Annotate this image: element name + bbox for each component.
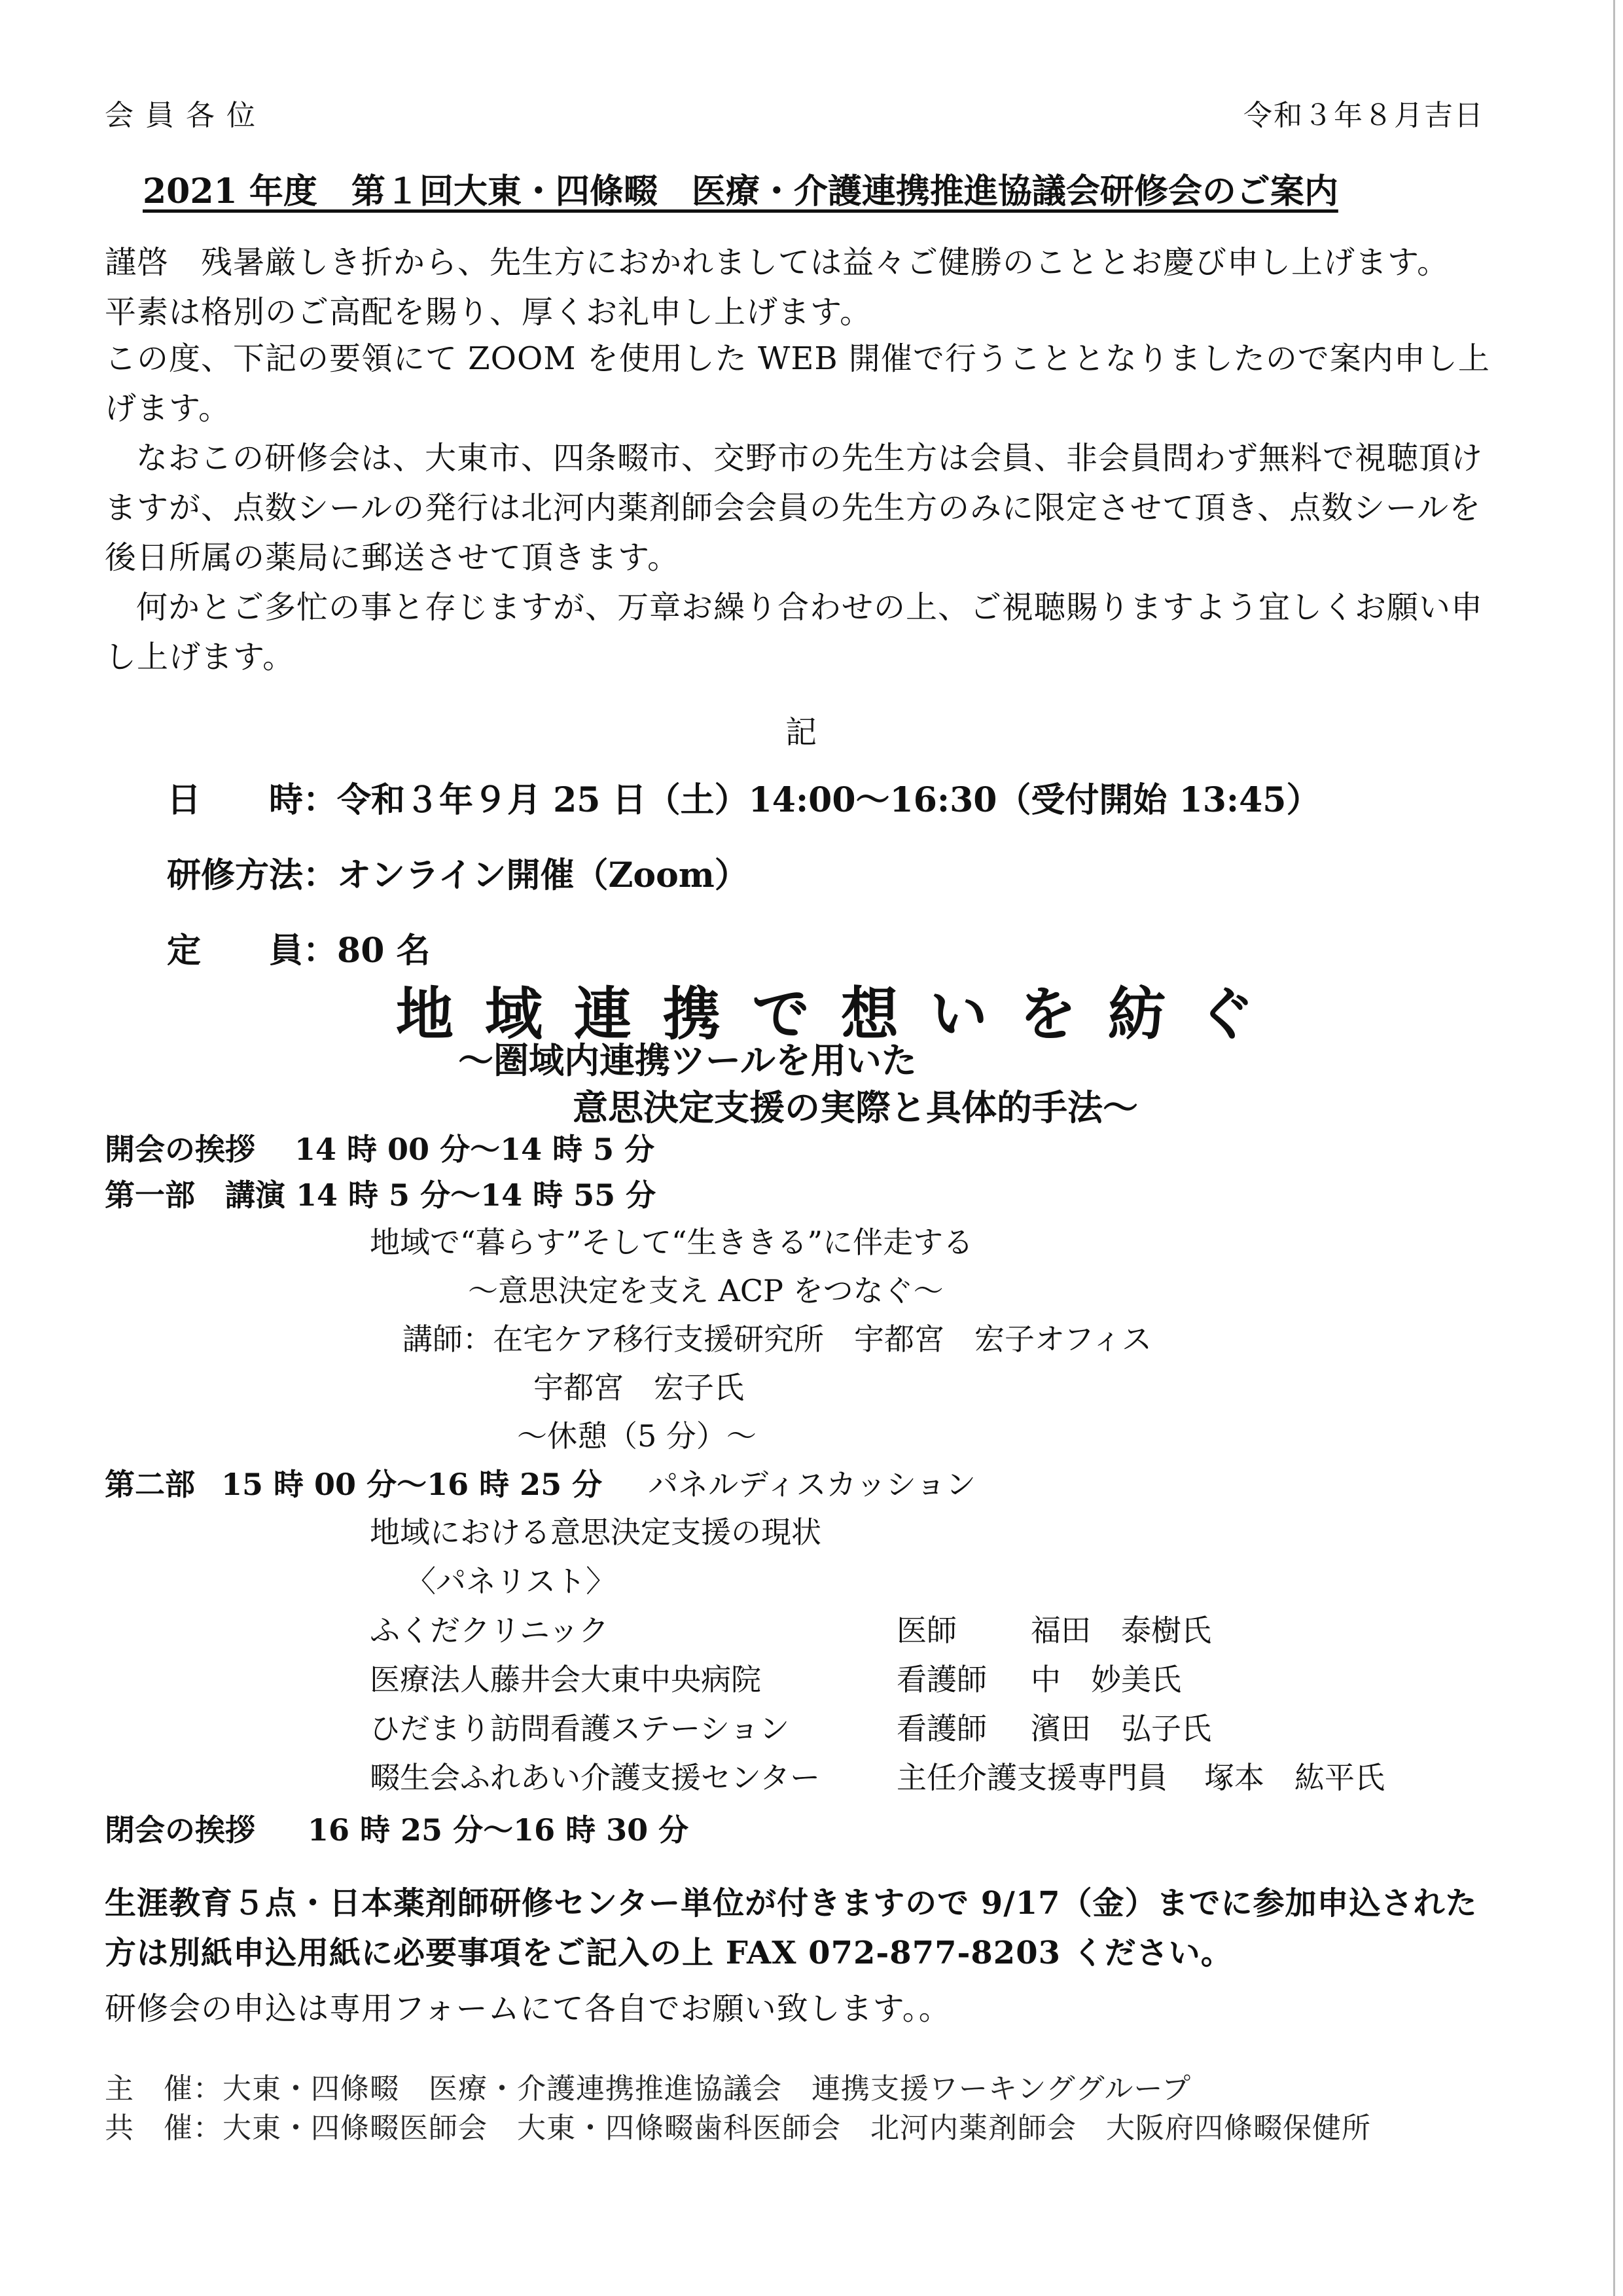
host-organizer: 主 催：大東・四條畷 医療・介護連携推進協議会 連携支援ワーキンググループ — [105, 2072, 1192, 2106]
theme-subtitle-1: ～圏域内連携ツールを用いた — [458, 1039, 917, 1081]
panelist-role: 医師 — [897, 1613, 957, 1648]
ki-marker: 記 — [785, 714, 818, 751]
scan-edge-line — [1613, 0, 1615, 2296]
thanks-line: 平素は格別のご高配を賜り、厚くお礼申し上げます。 — [105, 294, 872, 331]
fee-paragraph: なおこの研修会は、大東市、四条畷市、交野市の先生方は会員、非会員問わず無料で視聴頂けますが、点数シールの発行は北河内薬剤師会会員の先生方のみに限定させて頂き、点数シールを後日所属の薬局に郵送させて頂きます。 — [105, 440, 1484, 576]
capacity-row — [167, 923, 430, 972]
method-value: オンライン開催（Zoom） — [337, 855, 749, 895]
panelist-name: 濱田 弘子氏 — [1031, 1711, 1211, 1746]
part2-type: パネルディスカッション — [648, 1467, 976, 1502]
panelist-role: 看護師 — [897, 1711, 987, 1746]
closing-time: 16 時 25 分～16 時 30 分 — [308, 1812, 689, 1848]
datetime-row — [167, 772, 1320, 821]
lecture-subtitle: ～意思決定を支え ACP をつなぐ～ — [468, 1273, 944, 1308]
panelist-org: ひだまり訪問看護ステーション — [370, 1711, 790, 1746]
part2-title: 地域における意思決定支援の現状 — [370, 1515, 821, 1550]
application-note: 研修会の申込は専用フォームにて各自でお願い致します。。 — [105, 1990, 951, 2027]
panelist-role: 主任介護支援専門員 — [897, 1760, 1168, 1795]
panelist-org: 畷生会ふれあい介護支援センター — [370, 1760, 821, 1795]
panelist-name: 塚本 紘平氏 — [1204, 1760, 1385, 1795]
panelist-name: 福田 泰樹氏 — [1031, 1613, 1211, 1648]
theme-subtitle-2: 意思決定支援の実際と具体的手法～ — [573, 1086, 1138, 1128]
part1-row — [105, 1172, 656, 1215]
opening-time: 14 時 00 分～14 時 5 分 — [294, 1132, 655, 1167]
part2-row — [105, 1461, 976, 1504]
closing-row — [105, 1806, 688, 1850]
page-title: 2021 年度 第１回大東・四條畷 医療・介護連携推進協議会研修会のご案内 — [143, 171, 1338, 211]
credit-note: 生涯教育５点・日本薬剤師研修センター単位が付きますので 9/17（金）までに参加申込された方は別紙申込用紙に必要事項をご記入の上 FAX 072-877-8203 ください。 — [105, 1885, 1478, 1971]
theme-title: 地域連携で想いを紡ぐ — [396, 980, 1287, 1048]
capacity-value: 80 名 — [337, 931, 431, 971]
method-row — [167, 848, 749, 897]
opening-label: 開会の挨拶 — [105, 1132, 255, 1167]
cohost-organizers: 共 催：大東・四條畷医師会 大東・四條畷歯科医師会 北河内薬剤師会 大阪府四條畷保健所 — [105, 2111, 1371, 2145]
part2-label: 第二部 — [105, 1467, 195, 1502]
lecturer-name: 宇都宮 宏子氏 — [533, 1370, 744, 1405]
lecture-title: 地域で“暮らす”そして“生ききる”に伴走する — [370, 1225, 974, 1260]
panelist-org: 医療法人藤井会大東中央病院 — [370, 1662, 761, 1697]
closing-paragraph: 何かとご多忙の事と存じますが、万章お繰り合わせの上、ご視聴賜りますよう宜しくお願い申し上げます。 — [105, 589, 1484, 675]
opening-row — [105, 1126, 654, 1169]
part2-time: 15 時 00 分～16 時 25 分 — [221, 1467, 603, 1502]
datetime-label: 日 時： — [167, 780, 338, 820]
panelist-name: 中 妙美氏 — [1031, 1662, 1181, 1697]
announcement-paragraph: この度、下記の要領にて ZOOM を使用した WEB 開催で行うこととなりましたので案内申し上げます。 — [105, 340, 1490, 427]
capacity-label: 定 員： — [167, 931, 338, 971]
panelist-org: ふくだクリニック — [370, 1613, 609, 1648]
addressee: 会 員 各 位 — [105, 99, 257, 132]
greeting-line: 謹啓 残暑厳しき折から、先生方におかれましては益々ご健勝のこととお慶び申し上げます。 — [105, 244, 1450, 281]
lecturer-affiliation: 講師：在宅ケア移行支援研究所 宇都宮 宏子オフィス — [402, 1321, 1152, 1357]
part1-time: 14 時 5 分～14 時 55 分 — [296, 1177, 656, 1213]
datetime-value: 令和３年９月 25 日（土）14:00～16:30（受付開始 13:45） — [337, 780, 1321, 820]
closing-label: 閉会の挨拶 — [105, 1812, 255, 1848]
break-note: ～休憩（5 分）～ — [517, 1418, 757, 1454]
method-label: 研修方法： — [167, 855, 338, 895]
panelists-label: 〈パネリスト〉 — [406, 1564, 616, 1599]
panelist-role: 看護師 — [897, 1662, 987, 1697]
part1-label: 第一部 講演 — [105, 1177, 285, 1213]
issue-date: 令和３年８月吉日 — [1243, 99, 1484, 132]
